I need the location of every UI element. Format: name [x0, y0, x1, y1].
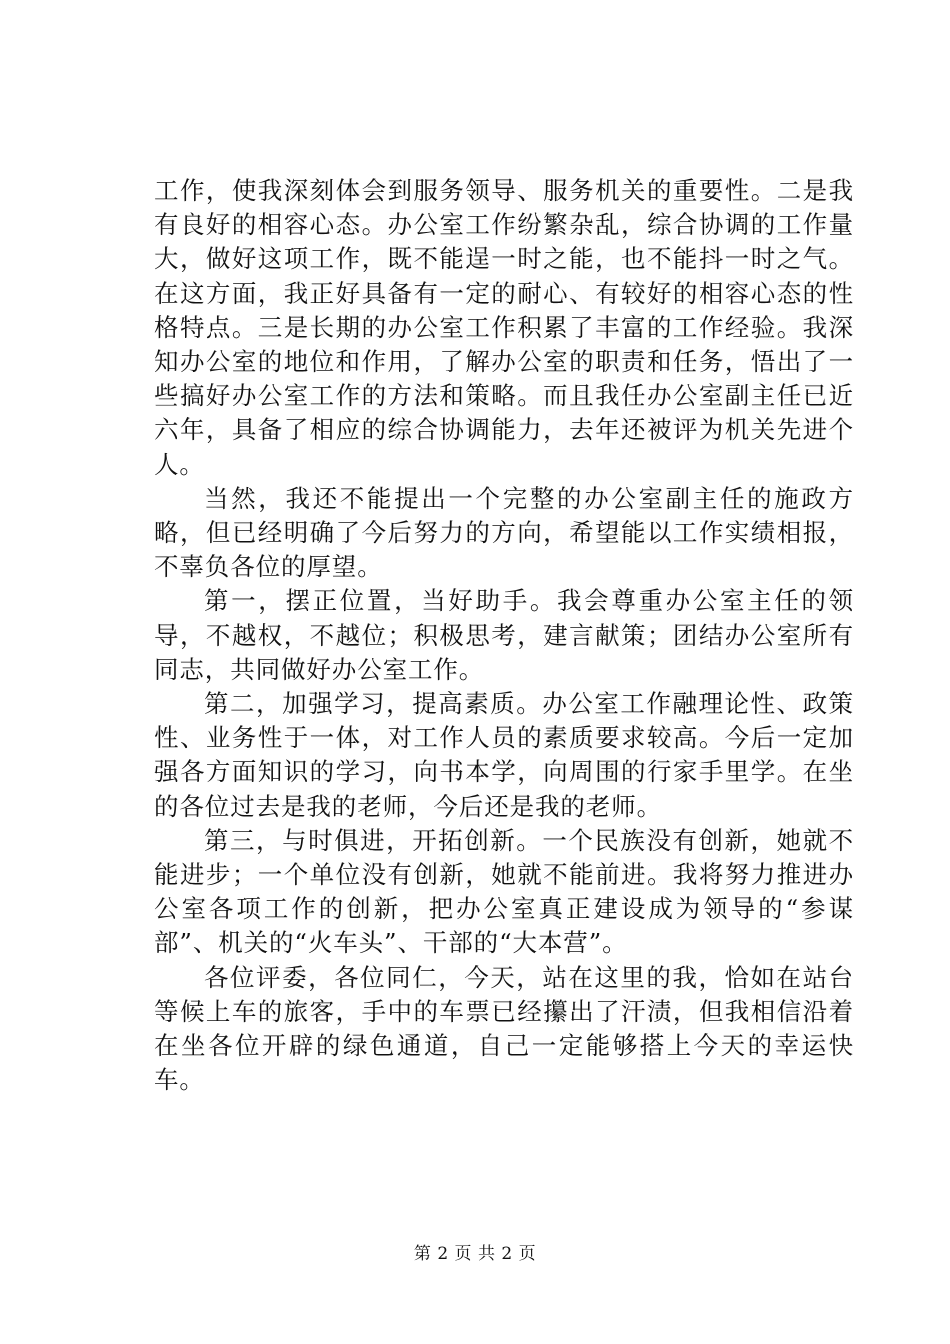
- page-footer: 第 2 页 共 2 页: [413, 1244, 537, 1264]
- paragraph-4: 第二，加强学习，提高素质。办公室工作融理论性、政策性、业务性于一体，对工作人员的素质要求较高。今后一定加强各方面知识的学习，向书本学，向周围的行家手里学。在坐的各位过去是我的老师，今后还是我的老师。: [154, 689, 854, 821]
- paragraph-3: 第一，摆正位置，当好助手。我会尊重办公室主任的领导，不越权，不越位；积极思考，建言献策；团结办公室所有同志，共同做好办公室工作。: [154, 586, 854, 684]
- paragraph-5: 第三，与时俱进，开拓创新。一个民族没有创新，她就不能进步；一个单位没有创新，她就不能前进。我将努力推进办公室各项工作的创新，把办公室真正建设成为领导的“参谋部”、机关的“火车头”、干部的“大本营”。: [154, 825, 854, 958]
- document-body: [154, 174, 854, 1097]
- paragraph-2: 当然，我还不能提出一个完整的办公室副主任的施政方略，但已经明确了今后努力的方向，希望能以工作实绩相报，不辜负各位的厚望。: [154, 483, 854, 582]
- paragraph-1: 工作，使我深刻体会到服务领导、服务机关的重要性。二是我有良好的相容心态。办公室工作纷繁杂乱，综合协调的工作量大，做好这项工作，既不能逞一时之能，也不能抖一时之气。在这方面，我正好具备有一定的耐心、有较好的相容心态的性格特点。三是长期的办公室工作积累了丰富的工作经验。我深知办公室的地位和作用，了解办公室的职责和任务，悟出了一些搞好办公室工作的方法和策略。而且我任办公室副主任已近六年，具备了相应的综合协调能力，去年还被评为机关先进个人。: [154, 176, 854, 479]
- paragraph-6: 各位评委，各位同仁，今天，站在这里的我，恰如在站台等候上车的旅客，手中的车票已经攥出了汗渍，但我相信沿着在坐各位开辟的绿色通道，自己一定能够搭上今天的幸运快车。: [154, 962, 854, 1095]
